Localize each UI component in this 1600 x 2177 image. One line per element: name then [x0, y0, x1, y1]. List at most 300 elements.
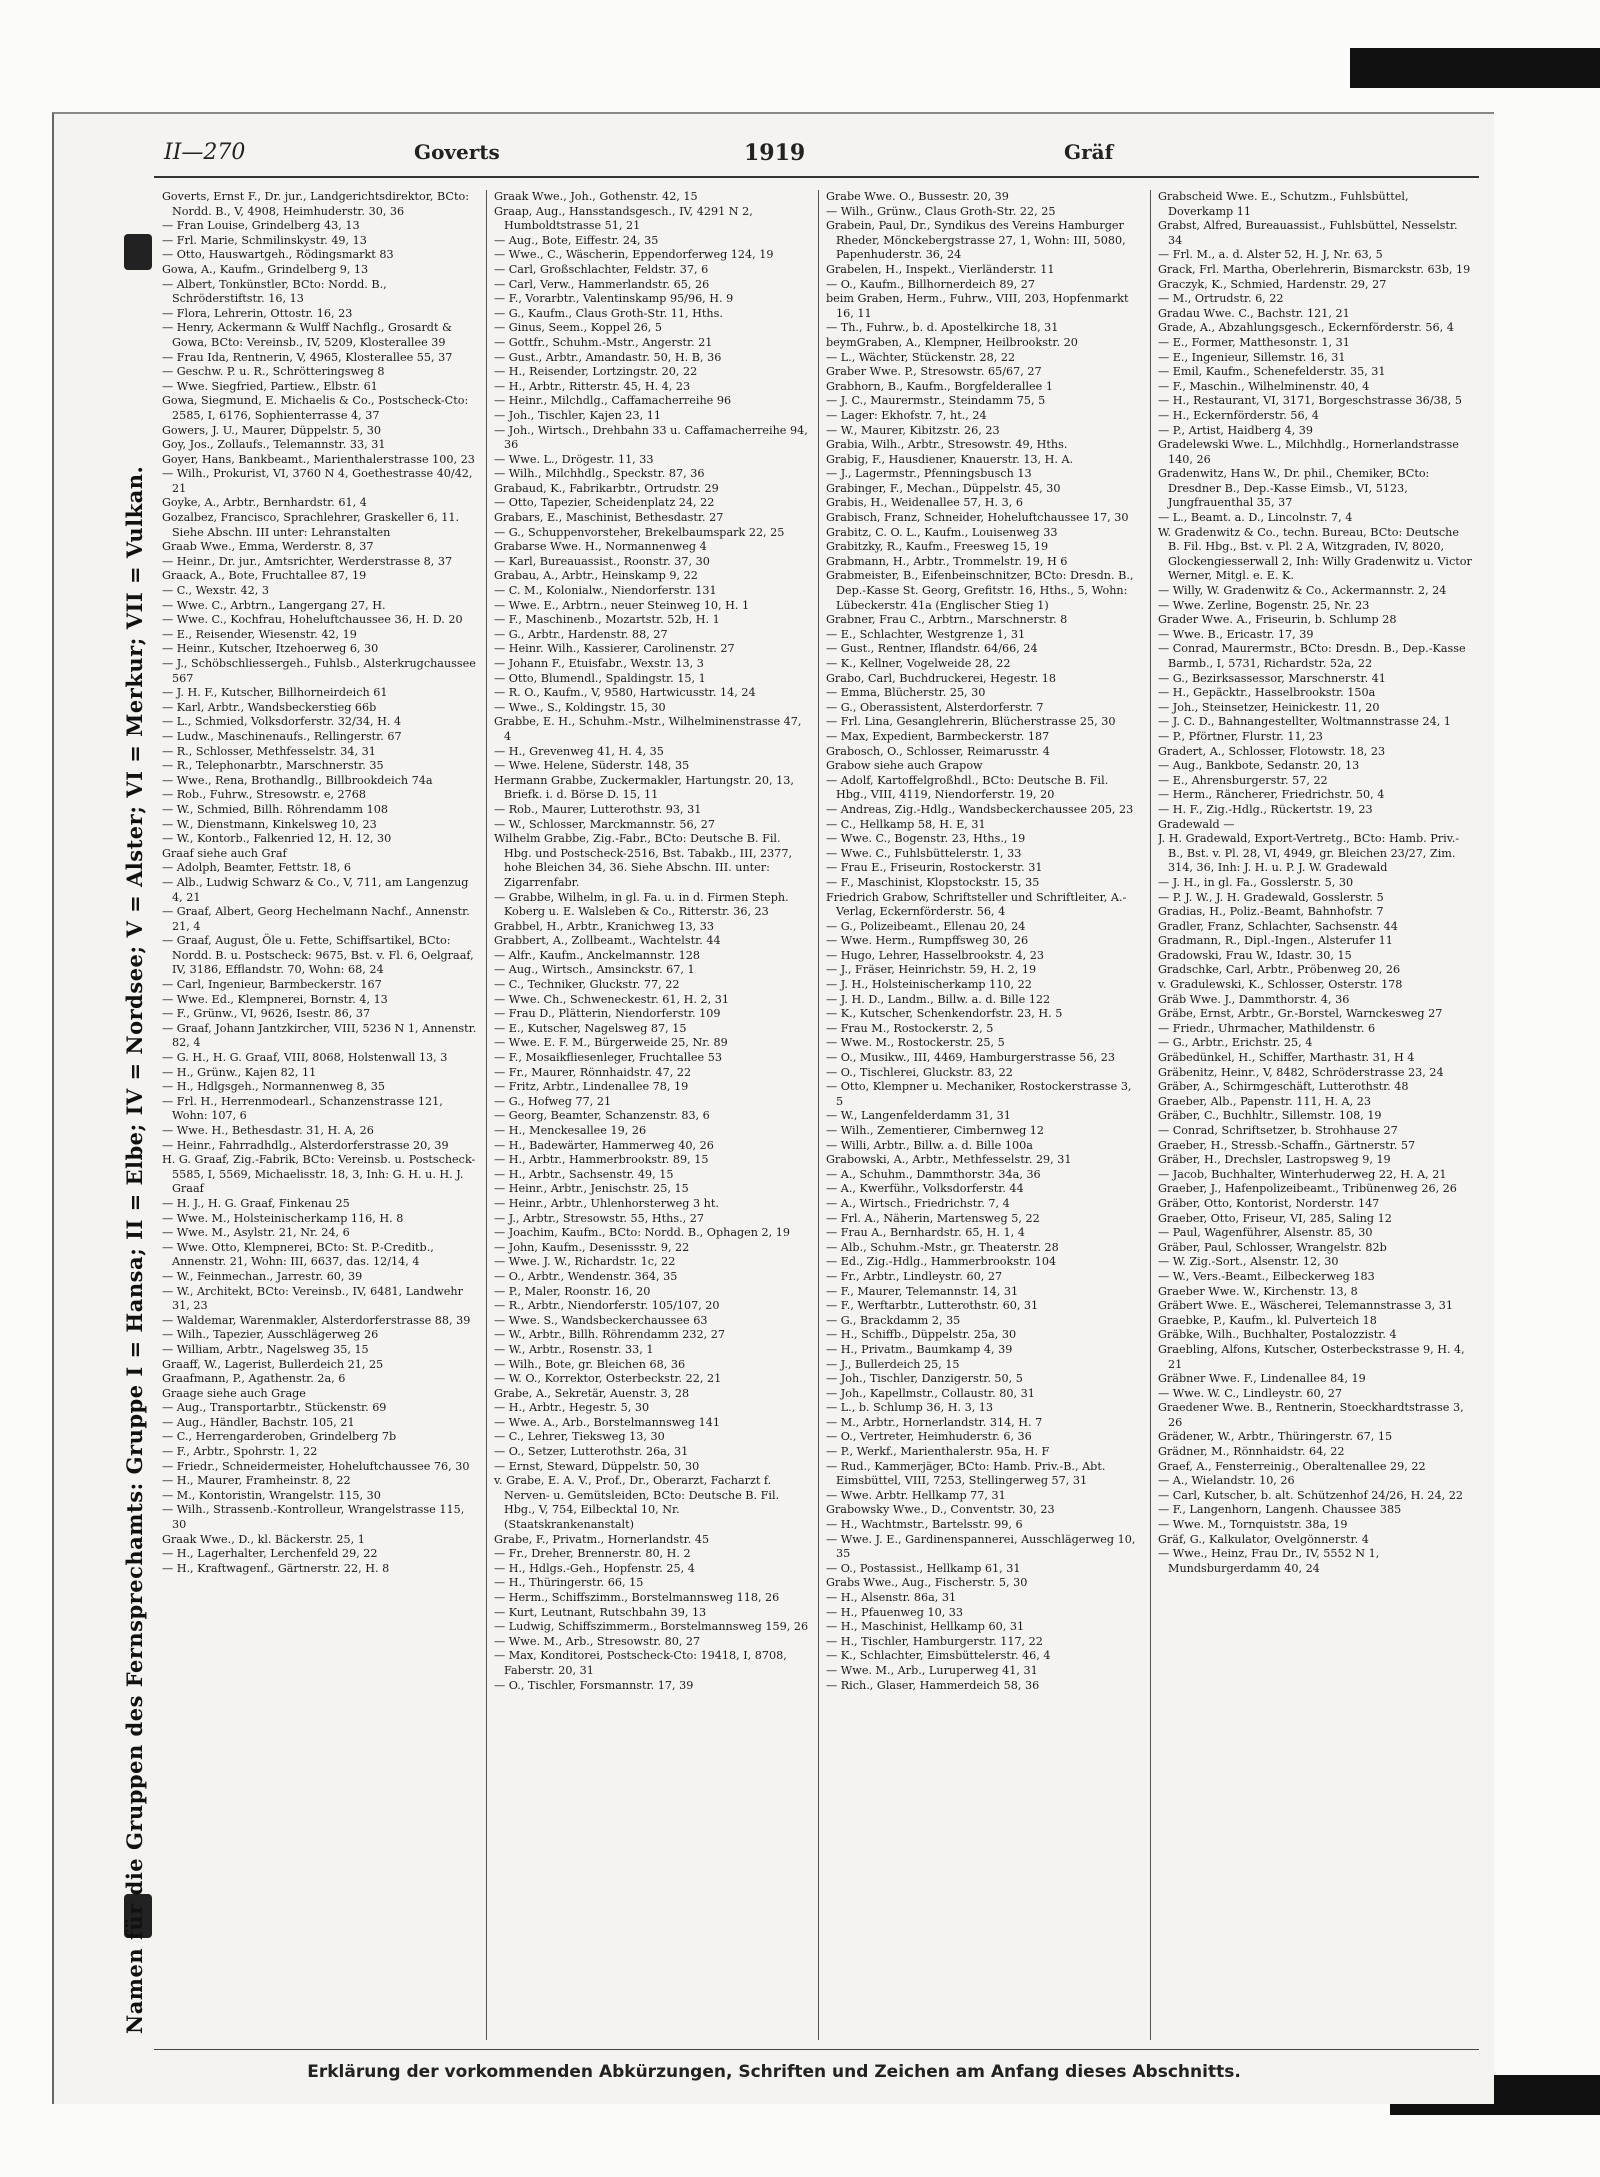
directory-entry: — Gottfr., Schuhm.-Mstr., Angerstr. 21	[494, 335, 713, 349]
directory-entry: Friedrich Grabow, Schriftsteller und Schriftleiter, A.-Verlag, Eckernförderstr. 56, 4	[826, 890, 1127, 919]
directory-entry: — Carl, Verw., Hammerlandstr. 65, 26	[494, 277, 710, 291]
directory-entry: — C., Wexstr. 42, 3	[162, 584, 270, 598]
directory-entry: — Max, Konditorei, Postscheck-Cto: 19418, I, 8708, Faberstr. 20, 31	[494, 1649, 787, 1677]
directory-entry: — H., Thüringerstr. 66, 15	[494, 1576, 644, 1590]
directory-entry: — Gust., Arbtr., Amandastr. 50, H. B, 36	[494, 350, 722, 364]
directory-entry: Grabs Wwe., Aug., Fischerstr. 5, 30	[826, 1576, 1028, 1590]
directory-entry: Gräbe, Ernst, Arbtr., Gr.-Borstel, Warnckesweg 27	[1158, 1007, 1443, 1021]
directory-entry: Gradewald —	[1158, 817, 1235, 831]
directory-entry: — Wilh., Milchhdlg., Speckstr. 87, 36	[494, 467, 705, 481]
footer-rule	[154, 2049, 1479, 2050]
directory-entry: — Alb., Ludwig Schwarz & Co., V, 711, am Langenzug 4, 21	[162, 875, 469, 904]
directory-entry: — Heinr., Fahrradhdlg., Alsterdorferstrasse 20, 39	[162, 1138, 449, 1152]
directory-entry: beim Graben, Herm., Fuhrw., VIII, 203, Hopfenmarkt 16, 11	[826, 292, 1129, 320]
directory-entry: — G. H., H. G. Graaf, VIII, 8068, Holstenwall 13, 3	[162, 1051, 448, 1065]
directory-entry: Grabner, Frau C., Arbtrn., Marschnerstr. 8	[826, 613, 1068, 627]
directory-entry: Goyke, A., Arbtr., Bernhardstr. 61, 4	[162, 496, 367, 510]
directory-entry: — Lager: Ekhofstr. 7, ht., 24	[826, 408, 987, 422]
column-rule	[1150, 190, 1151, 2040]
header-name-from: Goverts	[414, 140, 500, 164]
page-header	[54, 132, 1494, 174]
directory-entry: Grabbel, H., Arbtr., Kranichweg 13, 33	[494, 919, 715, 933]
directory-entry: — W., Arbtr., Rosenstr. 33, 1	[494, 1342, 654, 1356]
directory-entry: Gräbert Wwe. E., Wäscherei, Telemannstrasse 3, 31	[1158, 1299, 1453, 1313]
directory-entry: — W. Zig.-Sort., Alsenstr. 12, 30	[1158, 1255, 1339, 1269]
directory-entry: — Georg, Beamter, Schanzenstr. 83, 6	[494, 1109, 710, 1123]
directory-entry: — Rob., Maurer, Lutterothstr. 93, 31	[494, 802, 702, 816]
directory-entry: — Adolf, Kartoffelgroßhdl., BCto: Deutsche B. Fil. Hbg., VIII, 4119, Niendorferstr. 19, 20	[826, 773, 1109, 802]
directory-entry: — J., Schöbschliessergeh., Fuhlsb., Alsterkrugchaussee 567	[162, 657, 476, 685]
directory-entry: Gowers, J. U., Maurer, Düppelstr. 5, 30	[162, 423, 382, 437]
directory-entry: v. Grabe, E. A. V., Prof., Dr., Oberarzt, Facharzt f. Nerven- u. Gemütsleiden, BCto: Deutsche B. Fil. Hbg., V, 754, Eilbecktal 10, Nr. (Staatskrankenanstalt)	[494, 1474, 780, 1532]
directory-entry: Gräber, H., Drechsler, Lastropsweg 9, 19	[1158, 1153, 1391, 1167]
directory-entry: — Joh., Tischler, Danzigerstr. 50, 5	[826, 1372, 1023, 1386]
directory-entry: — Frl. H., Herrenmodearl., Schanzenstrasse 121, Wohn: 107, 6	[162, 1094, 443, 1123]
header-rule	[154, 176, 1479, 178]
directory-entry: — Wilh., Zementierer, Cimbernweg 12	[826, 1124, 1045, 1137]
directory-entry: — P. J. W., J. H. Gradewald, Gosslerstr. 5	[1158, 890, 1384, 904]
directory-entry: — A., Wielandstr. 10, 26	[1158, 1474, 1295, 1488]
directory-entry: — Rud., Kammerjäger, BCto: Hamb. Priv.-B., Abt. Eimsbüttel, VIII, 7253, Stellingerweg 57, 31	[826, 1459, 1106, 1488]
directory-entry: — K., Kutscher, Schenkendorfstr. 23, H. 5	[826, 1007, 1063, 1021]
directory-entry: — Joh., Tischler, Kajen 23, 11	[494, 408, 661, 422]
directory-entry: Gradias, H., Poliz.-Beamt, Bahnhofstr. 7	[1158, 905, 1384, 919]
directory-entry: Grabelen, H., Inspekt., Vierländerstr. 11	[826, 262, 1055, 276]
directory-entry: Grabbe, E. H., Schuhm.-Mstr., Wilhelminenstrasse 47, 4	[494, 715, 802, 743]
directory-entry: — J. H., Holsteinischerkamp 110, 22	[826, 978, 1032, 992]
directory-entry: — W. O., Korrektor, Osterbeckstr. 22, 21	[494, 1372, 722, 1386]
directory-entry: — F., Langenhorn, Langenh. Chaussee 385	[1158, 1503, 1402, 1517]
directory-entry: — F., Mosaikfliesenleger, Fruchtallee 53	[494, 1051, 722, 1065]
directory-entry: — Graaf, Albert, Georg Hechelmann Nachf., Annenstr. 21, 4	[162, 905, 470, 933]
directory-entry: — F., Arbtr., Spohrstr. 1, 22	[162, 1445, 318, 1459]
directory-entry: — Wilh., Strassenb.-Kontrolleur, Wrangelstrasse 115, 30	[162, 1503, 465, 1532]
directory-entry: — H. J., H. G. Graaf, Finkenau 25	[162, 1196, 350, 1210]
directory-entry: — O., Tischlerei, Gluckstr. 83, 22	[826, 1065, 1013, 1079]
directory-entry: — Wwe. J. W., Richardstr. 1c, 22	[494, 1255, 676, 1269]
directory-entry: — J. H. F., Kutscher, Billhorneirdeich 61	[162, 686, 388, 700]
directory-entry: — H., Menckesallee 19, 26	[494, 1124, 647, 1137]
directory-entry: — Ginus, Seem., Koppel 26, 5	[494, 321, 663, 335]
directory-entry: Grabmann, H., Arbtr., Trommelstr. 19, H 6	[826, 554, 1068, 568]
directory-entry: — Henry, Ackermann & Wulff Nachflg., Grosardt & Gowa, BCto: Vereinsb., IV, 5209, Klosterallee 39	[162, 321, 452, 349]
directory-entry: Grabarse Wwe. H., Normannenweg 4	[494, 540, 707, 554]
directory-entry: — J., Fräser, Heinrichstr. 59, H. 2, 19	[826, 963, 1037, 977]
directory-entry: Grabia, Wilh., Arbtr., Stresowstr. 49, Hths.	[826, 438, 1068, 452]
directory-entry: — H., Gepäcktr., Hasselbrookstr. 150a	[1158, 686, 1376, 700]
directory-entry: — F., Vorarbtr., Valentinskamp 95/96, H. 9	[494, 292, 734, 306]
directory-entry: — Wwe. E., Arbtrn., neuer Steinweg 10, H. 1	[494, 598, 750, 612]
directory-entry: — R. O., Kaufm., V, 9580, Hartwicusstr. 14, 24	[494, 686, 756, 700]
directory-entry: — Rich., Glaser, Hammerdeich 58, 36	[826, 1678, 1040, 1692]
directory-entry: Grabe Wwe. O., Bussestr. 20, 39	[826, 190, 1009, 203]
directory-entry: Grabisch, Franz, Schneider, Hoheluftchaussee 17, 30	[826, 511, 1129, 525]
directory-entry: Grabau, A., Arbtr., Heinskamp 9, 22	[494, 569, 698, 583]
directory-entry: — Otto, Blumendl., Spaldingstr. 15, 1	[494, 671, 706, 685]
directory-entry: — Wwe. M., Arb., Stresowstr. 80, 27	[494, 1634, 701, 1648]
directory-entry: — P., Werkf., Marienthalerstr. 95a, H. F	[826, 1445, 1050, 1459]
directory-entry: — Otto, Hauswartgeh., Rödingsmarkt 83	[162, 248, 394, 262]
directory-entry: — G., Schuppenvorsteher, Brekelbaumspark 22, 25	[494, 525, 785, 539]
sidebar-text: Namen für die Gruppen des Fernsprechamts: Gruppe I = Hansa; II = Elbe; IV = Nordsee; V = Alster; VI = Merkur; VII = Vulkan.	[122, 465, 147, 2034]
directory-entry: — Wwe. Siegfried, Partiew., Elbstr. 61	[162, 379, 378, 393]
directory-entry: — H., Grünw., Kajen 82, 11	[162, 1065, 317, 1079]
directory-entry: Graeber, J., Hafenpolizeibeamt., Tribünenweg 26, 26	[1158, 1182, 1457, 1196]
directory-entry: — Gust., Rentner, Iflandstr. 64/66, 24	[826, 642, 1038, 656]
directory-entry: — Frau E., Friseurin, Rostockerstr. 31	[826, 861, 1043, 875]
directory-entry: — Wwe. Arbtr. Hellkamp 77, 31	[826, 1488, 1006, 1502]
directory-entry: — M., Ortrudstr. 6, 22	[1158, 292, 1284, 306]
directory-entry: — Heinr., Dr. jur., Amtsrichter, Werderstrasse 8, 37	[162, 554, 453, 568]
directory-entry: — Wwe. Helene, Süderstr. 148, 35	[494, 759, 690, 773]
directory-entry: Graeber, Alb., Papenstr. 111, H. A, 23	[1158, 1094, 1371, 1108]
directory-entry: — Wwe. C., Arbtrn., Langergang 27, H.	[162, 598, 386, 612]
directory-entry: — Frau D., Plätterin, Niendorferstr. 109	[494, 1007, 721, 1021]
directory-entry: — E., Kutscher, Nagelsweg 87, 15	[494, 1021, 687, 1035]
directory-entry: — Alfr., Kaufm., Anckelmannstr. 128	[494, 948, 701, 962]
sidebar-group-legend	[114, 194, 160, 2034]
directory-entry: Goverts, Ernst F., Dr. jur., Landgerichtsdirektor, BCto: Nordd. B., V, 4908, Heimhuderstr. 30, 36	[162, 190, 469, 218]
directory-entry: — O., Kaufm., Billhornerdeich 89, 27	[826, 277, 1035, 291]
directory-entry: — Wwe. J. E., Gardinenspannerei, Ausschlägerweg 10, 35	[826, 1532, 1136, 1561]
directory-entry: — F., Maschinist, Klopstockstr. 15, 35	[826, 875, 1040, 889]
directory-entry: Graak Wwe., Joh., Gothenstr. 42, 15	[494, 190, 698, 203]
directory-entry: — A., Schuhm., Dammthorstr. 34a, 36	[826, 1167, 1041, 1181]
directory-entry: Grabowsky Wwe., D., Conventstr. 30, 23	[826, 1503, 1055, 1517]
directory-entry: — R., Arbtr., Niendorferstr. 105/107, 20	[494, 1299, 720, 1313]
directory-entry: — Ernst, Steward, Düppelstr. 50, 30	[494, 1459, 700, 1473]
directory-entry: — O., Musikw., III, 4469, Hamburgerstrasse 56, 23	[826, 1051, 1115, 1065]
directory-entry: — H., Reisender, Lortzingstr. 20, 22	[494, 365, 698, 379]
directory-entry: Gradschke, Carl, Arbtr., Pröbenweg 20, 26	[1158, 963, 1401, 977]
directory-entry: — Geschw. P. u. R., Schrötteringsweg 8	[162, 365, 385, 379]
directory-entry: — Wilh., Prokurist, VI, 3760 N 4, Goethestrasse 40/42, 21	[162, 467, 473, 495]
directory-entry: H. G. Graaf, Zig.-Fabrik, BCto: Vereinsb. u. Postscheck-5585, I, 5569, Michaelisstr. 18, 3, Inh: G. H. u. H. J. Graaf	[162, 1153, 476, 1196]
directory-entry: — L., Beamt. a. D., Lincolnstr. 7, 4	[1158, 511, 1353, 525]
directory-entry: — Aug., Bote, Eiffestr. 24, 35	[494, 233, 659, 247]
directory-entry: — Wwe. M., Arb., Luruperweg 41, 31	[826, 1663, 1038, 1677]
directory-entry: — Friedr., Schneidermeister, Hoheluftchaussee 76, 30	[162, 1459, 470, 1473]
directory-entry: — H., Arbtr., Ritterstr. 45, H. 4, 23	[494, 379, 691, 393]
directory-entry: — Rob., Fuhrw., Stresowstr. e, 2768	[162, 788, 367, 802]
directory-entry: — H., Grevenweg 41, H. 4, 35	[494, 744, 664, 758]
directory-entry: — J. C., Maurermstr., Steindamm 75, 5	[826, 394, 1046, 408]
directory-entry: Grabig, F., Hausdiener, Knauerstr. 13, H. A.	[826, 452, 1074, 466]
directory-entry: — E., Reisender, Wiesenstr. 42, 19	[162, 627, 357, 641]
directory-entry: — E., Former, Matthesonstr. 1, 31	[1158, 335, 1350, 349]
directory-entry: — Wwe. Ch., Schweneckestr. 61, H. 2, 31	[494, 992, 729, 1006]
directory-entry: — Joh., Wirtsch., Drehbahn 33 u. Caffamacherreihe 94, 36	[494, 423, 808, 452]
directory-entry: — G., Hofweg 77, 21	[494, 1094, 612, 1108]
directory-entry: Grade, A., Abzahlungsgesch., Eckernförderstr. 56, 4	[1158, 321, 1454, 335]
directory-entry: v. Gradulewski, K., Schlosser, Osterstr. 178	[1158, 978, 1403, 992]
directory-entry: — H., Hdlgsgeh., Normannenweg 8, 35	[162, 1080, 385, 1094]
directory-entry: — W., Dienstmann, Kinkelsweg 10, 23	[162, 817, 377, 831]
directory-entry: — Aug., Bankbote, Sedanstr. 20, 13	[1158, 759, 1360, 773]
directory-entry: — Wwe. M., Asylstr. 21, Nr. 24, 6	[162, 1226, 350, 1240]
directory-entry: — M., Kontoristin, Wrangelstr. 115, 30	[162, 1488, 381, 1502]
directory-entry: — Frau Ida, Rentnerin, V, 4965, Klosterallee 55, 37	[162, 350, 453, 364]
directory-entry: — H., Tischler, Hamburgerstr. 117, 22	[826, 1634, 1043, 1648]
directory-entry: — G., Oberassistent, Alsterdorferstr. 7	[826, 700, 1044, 714]
directory-entry: — P., Pförtner, Flurstr. 11, 23	[1158, 729, 1323, 743]
directory-entry: — H., Eckernförderstr. 56, 4	[1158, 408, 1319, 422]
directory-entry: — J. H. D., Landm., Billw. a. d. Bille 122	[826, 992, 1051, 1006]
directory-entry: Gradelewski Wwe. L., Milchhdlg., Hornerlandstrasse 140, 26	[1158, 438, 1459, 466]
directory-entry: — Wwe. W. C., Lindleystr. 60, 27	[1158, 1386, 1342, 1400]
directory-entry: Graaf siehe auch Graf	[162, 846, 287, 860]
directory-entry: — Frl. M., a. d. Alster 52, H. J, Nr. 63, 5	[1158, 248, 1383, 262]
directory-entry: — Heinr., Kutscher, Itzehoerweg 6, 30	[162, 642, 379, 656]
directory-entry: Grabaud, K., Fabrikarbtr., Ortrudstr. 29	[494, 481, 719, 495]
directory-entry: Gozalbez, Francisco, Sprachlehrer, Graskeller 6, 11. Siehe Abschn. III unter: Lehranstalten	[162, 511, 460, 539]
directory-entry: Graack, A., Bote, Fruchtallee 87, 19	[162, 569, 367, 583]
column-rule	[486, 190, 487, 2040]
directory-entry: Gräber, A., Schirmgeschäft, Lutterothstr. 48	[1158, 1080, 1409, 1094]
directory-entry: — C. M., Kolonialw., Niendorferstr. 131	[494, 584, 717, 598]
directory-entry: — W., Langenfelderdamm 31, 31	[826, 1109, 1011, 1123]
directory-entry: — Frl. Lina, Gesanglehrerin, Blücherstrasse 25, 30	[826, 715, 1116, 729]
directory-entry: — Wwe. Herm., Rumpffsweg 30, 26	[826, 934, 1029, 948]
directory-entry: — J., Lagermstr., Pfenningsbusch 13	[826, 467, 1032, 481]
directory-entry: — A., Kwerführ., Volksdorferstr. 44	[826, 1182, 1024, 1196]
directory-column-1	[162, 190, 478, 2040]
directory-entry: Graap, Aug., Hansstandsgesch., IV, 4291 N 2, Humboldtstrasse 51, 21	[494, 204, 753, 233]
directory-entry: Hermann Grabbe, Zuckermakler, Hartungstr. 20, 13, Briefk. i. d. Börse D. 15, 11	[494, 773, 794, 802]
directory-entry: — Frl. A., Näherin, Martensweg 5, 22	[826, 1211, 1040, 1225]
directory-entry: — Fr., Dreher, Brennerstr. 80, H. 2	[494, 1547, 691, 1561]
directory-entry: — Heinr. Wilh., Kassierer, Carolinenstr. 27	[494, 642, 735, 656]
directory-entry: — R., Telephonarbtr., Marschnerstr. 35	[162, 759, 384, 773]
directory-entry: — Frau A., Bernhardstr. 65, H. 1, 4	[826, 1226, 1025, 1240]
directory-entry: — Graaf, August, Öle u. Fette, Schiffsartikel, BCto: Nordd. B. u. Postscheck: 9675, Bst. v. Fl. 6, Oelgraaf, IV, 3186, Efflandstr. 70, Wohn: 68, 24	[162, 934, 474, 977]
directory-entry: Graebke, P., Kaufm., kl. Pulverteich 18	[1158, 1313, 1377, 1327]
directory-entry: — G., Polizeibeamt., Ellenau 20, 24	[826, 919, 1026, 933]
directory-entry: — O., Setzer, Lutterothstr. 26a, 31	[494, 1445, 689, 1459]
directory-entry: — H., Privatm., Baumkamp 4, 39	[826, 1342, 1013, 1356]
directory-entry: — Wwe. C., Bogenstr. 23, Hths., 19	[826, 832, 1026, 846]
directory-entry: — H., Pfauenweg 10, 33	[826, 1605, 964, 1619]
directory-entry: — H., Maurer, Framheinstr. 8, 22	[162, 1474, 351, 1488]
directory-entry: — Conrad, Schriftsetzer, b. Strohhause 27	[1158, 1124, 1398, 1137]
directory-entry: — Adolph, Beamter, Fettstr. 18, 6	[162, 861, 351, 875]
directory-column-3	[826, 190, 1142, 2040]
directory-entry: — H., Schiffb., Düppelstr. 25a, 30	[826, 1328, 1017, 1342]
directory-entry: Gowa, Siegmund, E. Michaelis & Co., Postscheck-Cto: 2585, I, 6176, Sophienterrasse 4, 37	[162, 394, 469, 422]
directory-entry: — H., Maschinist, Hellkamp 60, 31	[826, 1620, 1025, 1634]
directory-entry: — Wwe., Heinz, Frau Dr., IV, 5552 N 1, Mundsburgerdamm 40, 24	[1158, 1547, 1380, 1575]
directory-entry: Graeber, Otto, Friseur, VI, 285, Saling 12	[1158, 1211, 1392, 1225]
directory-entry: Gräbner Wwe. F., Lindenallee 84, 19	[1158, 1372, 1366, 1386]
directory-entry: — H., Arbtr., Hegestr. 5, 30	[494, 1401, 650, 1415]
directory-entry: — K., Schlachter, Eimsbüttelerstr. 46, 4	[826, 1649, 1051, 1663]
directory-entry: — Wwe. B., Ericastr. 17, 39	[1158, 627, 1314, 641]
directory-entry: — Wwe. C., Kochfrau, Hoheluftchaussee 36, H. D. 20	[162, 613, 463, 627]
directory-entry: Graebling, Alfons, Kutscher, Osterbeckstrasse 9, H. 4, 21	[1158, 1342, 1465, 1371]
directory-entry: — H., Hdlgs.-Geh., Hopfenstr. 25, 4	[494, 1561, 695, 1575]
directory-entry: Graeber, H., Stressb.-Schaffn., Gärtnerstr. 57	[1158, 1138, 1416, 1152]
directory-entry: — Wwe. L., Drögestr. 11, 33	[494, 452, 654, 466]
directory-entry: Grabein, Paul, Dr., Syndikus des Vereins Hamburger Rheder, Mönckebergstrasse 27, 1, Wohn: III, 5080, Papenhuderstr. 36, 24	[826, 219, 1126, 262]
directory-entry: — W., Arbtr., Billh. Röhrendamm 232, 27	[494, 1328, 725, 1342]
directory-entry: — Willi, Arbtr., Billw. a. d. Bille 100a	[826, 1138, 1033, 1152]
directory-entry: — W., Architekt, BCto: Vereinsb., IV, 6481, Landwehr 31, 23	[162, 1284, 463, 1313]
directory-entry: — William, Arbtr., Nagelsweg 35, 15	[162, 1342, 369, 1356]
directory-entry: — W., Maurer, Kibitzstr. 26, 23	[826, 423, 1000, 437]
directory-entry: — Heinr., Arbtr., Uhlenhorsterweg 3 ht.	[494, 1196, 719, 1210]
directory-entry: — W., Vers.-Beamt., Eilbeckerweg 183	[1158, 1269, 1375, 1283]
directory-entry: — Frl. Marie, Schmilinskystr. 49, 13	[162, 233, 367, 247]
directory-column-4	[1158, 190, 1474, 2040]
directory-entry: — G., Arbtr., Erichstr. 25, 4	[1158, 1036, 1313, 1050]
directory-entry: Wilhelm Grabbe, Zig.-Fabr., BCto: Deutsche B. Fil. Hbg. und Postscheck-2516, Bst. Tabakb., III, 2377, hohe Bleichen 34, 36. Siehe Abschn. III. unter: Zigarrenfabr.	[494, 832, 793, 889]
directory-entry: — Albert, Tonkünstler, BCto: Nordd. B., Schröderstiftstr. 16, 13	[162, 277, 387, 306]
directory-entry: — P., Maler, Roonstr. 16, 20	[494, 1284, 651, 1298]
directory-entry: — Wwe. M., Holsteinischerkamp 116, H. 8	[162, 1211, 404, 1225]
directory-entry: — Otto, Tapezier, Scheidenplatz 24, 22	[494, 496, 715, 510]
directory-entry: — Carl, Kutscher, b. alt. Schützenhof 24/26, H. 24, 22	[1158, 1488, 1464, 1502]
directory-entry: — L., b. Schlump 36, H. 3, 13	[826, 1401, 994, 1415]
directory-entry: — Carl, Ingenieur, Barmbeckerstr. 167	[162, 978, 382, 992]
directory-entry: Grabe, F., Privatm., Hornerlandstr. 45	[494, 1532, 710, 1546]
directory-entry: — Otto, Klempner u. Mechaniker, Rostockerstrasse 3, 5	[826, 1080, 1132, 1108]
directory-entry: — P., Artist, Haidberg 4, 39	[1158, 423, 1314, 437]
directory-entry: Graef, A., Fensterreinig., Oberaltenallee 29, 22	[1158, 1459, 1426, 1473]
directory-entry: Graak Wwe., D., kl. Bäckerstr. 25, 1	[162, 1532, 365, 1546]
directory-entry: — F., Werftarbtr., Lutterothstr. 60, 31	[826, 1299, 1039, 1313]
directory-entry: — C., Lehrer, Tieksweg 13, 30	[494, 1430, 665, 1444]
directory-entry: — H. F., Zig.-Hdlg., Rückertstr. 19, 23	[1158, 802, 1373, 816]
directory-entry: — Emil, Kaufm., Schenefelderstr. 35, 31	[1158, 365, 1386, 379]
directory-entry: Grabars, E., Maschinist, Bethesdastr. 27	[494, 511, 724, 525]
directory-entry: — Fr., Arbtr., Lindleystr. 60, 27	[826, 1269, 1003, 1283]
directory-entry: Grabitzky, R., Kaufm., Freesweg 15, 19	[826, 540, 1049, 554]
directory-entry: — Fr., Maurer, Rönnhaidstr. 47, 22	[494, 1065, 692, 1079]
directory-entry: — H., Lagerhalter, Lerchenfeld 29, 22	[162, 1547, 378, 1561]
directory-entry: — Herm., Räncherer, Friedrichstr. 50, 4	[1158, 788, 1385, 802]
directory-entry: — Carl, Großschlachter, Feldstr. 37, 6	[494, 262, 709, 276]
directory-entry: Grabo, Carl, Buchdruckerei, Hegestr. 18	[826, 671, 1057, 685]
directory-entry: Gräbenitz, Heinr., V, 8482, Schröderstrasse 23, 24	[1158, 1065, 1444, 1079]
directory-entry: — Friedr., Uhrmacher, Mathildenstr. 6	[1158, 1021, 1376, 1035]
directory-entry: Gradert, A., Schlosser, Flotowstr. 18, 23	[1158, 744, 1386, 758]
directory-entry: — F., Maschin., Wilhelminenstr. 40, 4	[1158, 379, 1370, 393]
directory-columns	[162, 190, 1482, 2040]
directory-entry: Grabitz, C. O. L., Kaufm., Louisenweg 33	[826, 525, 1058, 539]
directory-entry: J. H. Gradewald, Export-Vertretg., BCto: Hamb. Priv.-B., Bst. v. Pl. 28, VI, 4949, gr. Bleichen 23/27, Zim. 314, 36, Inh: J. H. u. P. J. W. Gradewald	[1158, 832, 1460, 875]
directory-entry: Graafmann, P., Agathenstr. 2a, 6	[162, 1372, 346, 1386]
page-number: II—270	[164, 140, 246, 165]
directory-entry: — Wwe. Otto, Klempnerei, BCto: St. P.-Creditb., Annenstr. 21, Wohn: III, 6637, das. 12/14, 4	[162, 1240, 434, 1269]
directory-entry: — A., Wirtsch., Friedrichstr. 7, 4	[826, 1196, 1010, 1210]
directory-entry: Graeber Wwe. W., Kirchenstr. 13, 8	[1158, 1284, 1358, 1298]
directory-entry: Goyer, Hans, Bankbeamt., Marienthalerstrasse 100, 23	[162, 452, 475, 466]
directory-entry: Gräbke, Wilh., Buchhalter, Postalozzistr. 4	[1158, 1328, 1397, 1342]
directory-page	[52, 112, 1494, 2104]
directory-entry: — Wwe. E. F. M., Bürgerweide 25, Nr. 89	[494, 1036, 728, 1050]
directory-entry: — Conrad, Maurermstr., BCto: Dresdn. B., Dep.-Kasse Barmb., I, 5731, Richardstr. 52a, 22	[1158, 642, 1466, 670]
directory-entry: Grädener, W., Arbtr., Thüringerstr. 67, 15	[1158, 1430, 1393, 1444]
directory-entry: — H., Wachtmstr., Bartelsstr. 99, 6	[826, 1518, 1023, 1532]
directory-entry: — H., Kraftwagenf., Gärtnerstr. 22, H. 8	[162, 1561, 390, 1575]
directory-column-2	[494, 190, 810, 2040]
directory-entry: Gradmann, R., Dipl.-Ingen., Alsterufer 11	[1158, 934, 1393, 948]
directory-entry: Gräb Wwe. J., Dammthorstr. 4, 36	[1158, 992, 1350, 1006]
directory-entry: Gräber, C., Buchhltr., Sillemstr. 108, 19	[1158, 1109, 1382, 1123]
directory-entry: — Heinr., Milchdlg., Caffamacherreihe 96	[494, 394, 732, 408]
directory-entry: Grädner, M., Rönnhaidstr. 64, 22	[1158, 1445, 1345, 1459]
directory-entry: — Wwe. M., Rostockerstr. 25, 5	[826, 1036, 1005, 1050]
directory-entry: Gradau Wwe. C., Bachstr. 121, 21	[1158, 306, 1350, 320]
directory-entry: — Wilh., Tapezier, Ausschlägerweg 26	[162, 1328, 379, 1342]
page-footer: Erklärung der vorkommenden Abkürzungen, Schriften und Zeichen am Anfang dieses Abschnitts.	[307, 2062, 1241, 2082]
directory-entry: Gräber, Otto, Kontorist, Norderstr. 147	[1158, 1196, 1380, 1210]
header-name-to: Gräf	[1064, 140, 1114, 164]
directory-entry: — Wwe. S., Wandsbeckerchaussee 63	[494, 1313, 708, 1327]
directory-entry: — John, Kaufm., Desenissstr. 9, 22	[494, 1240, 690, 1254]
directory-entry: — J. H., in gl. Fa., Gosslerstr. 5, 30	[1158, 875, 1354, 889]
directory-entry: — Aug., Händler, Bachstr. 105, 21	[162, 1415, 355, 1429]
directory-entry: — Wwe. Ed., Klempnerei, Bornstr. 4, 13	[162, 992, 388, 1006]
directory-entry: Graczyk, K., Schmied, Hardenstr. 29, 27	[1158, 277, 1387, 291]
directory-entry: — Ludwig, Schiffszimmerm., Borstelmannsweg 159, 26	[494, 1620, 809, 1634]
directory-entry: — Joh., Steinsetzer, Heinickestr. 11, 20	[1158, 700, 1380, 714]
directory-entry: Gräber, Paul, Schlosser, Wrangelstr. 82b	[1158, 1240, 1387, 1254]
directory-entry: — Emma, Blücherstr. 25, 30	[826, 686, 986, 700]
directory-entry: — C., Techniker, Gluckstr. 77, 22	[494, 978, 680, 992]
directory-entry: — Wwe. C., Fuhlsbüttelerstr. 1, 33	[826, 846, 1022, 860]
directory-entry: — Flora, Lehrerin, Ottostr. 16, 23	[162, 306, 353, 320]
directory-entry: Gräf, G., Kalkulator, Ovelgönnerstr. 4	[1158, 1532, 1369, 1546]
directory-entry: beymGraben, A., Klempner, Heilbrookstr. 20	[826, 335, 1078, 349]
directory-entry: — Graaf, Johann Jantzkircher, VIII, 5236 N 1, Annenstr. 82, 4	[162, 1021, 477, 1050]
directory-entry: — Wilh., Bote, gr. Bleichen 68, 36	[494, 1357, 686, 1371]
directory-entry: — J., Arbtr., Stresowstr. 55, Hths., 27	[494, 1211, 704, 1225]
directory-entry: — E., Schlachter, Westgrenze 1, 31	[826, 627, 1026, 641]
directory-entry: Grack, Frl. Martha, Oberlehrerin, Bismarckstr. 63b, 19	[1158, 262, 1471, 276]
directory-entry: Graedener Wwe. B., Rentnerin, Stoeckhardtstrasse 3, 26	[1158, 1401, 1464, 1429]
directory-entry: — Wwe., C., Wäscherin, Eppendorferweg 124, 19	[494, 248, 774, 262]
directory-entry: — H., Arbtr., Hammerbrookstr. 89, 15	[494, 1153, 709, 1167]
directory-entry: — Ludw., Maschinenaufs., Rellingerstr. 67	[162, 729, 402, 743]
directory-entry: Gradowski, Frau W., Idastr. 30, 15	[1158, 948, 1352, 962]
directory-entry: — Max, Expedient, Barmbeckerstr. 187	[826, 729, 1050, 743]
directory-entry: — Joachim, Kaufm., BCto: Nordd. B., Ophagen 2, 19	[494, 1226, 791, 1240]
directory-entry: — E., Ingenieur, Sillemstr. 16, 31	[1158, 350, 1346, 364]
directory-entry: — Wilh., Grünw., Claus Groth-Str. 22, 25	[826, 204, 1056, 218]
directory-entry: — Karl, Arbtr., Wandsbeckerstieg 66b	[162, 700, 377, 714]
directory-entry: — F., Maurer, Telemannstr. 14, 31	[826, 1284, 1019, 1298]
directory-entry: Grabis, H., Weidenallee 57, H. 3, 6	[826, 496, 1023, 510]
directory-entry: — G., Arbtr., Hardenstr. 88, 27	[494, 627, 668, 641]
directory-entry: — Th., Fuhrw., b. d. Apostelkirche 18, 31	[826, 321, 1059, 335]
directory-entry: — F., Maschinenb., Mozartstr. 52b, H. 1	[494, 613, 720, 627]
directory-entry: Grabosch, O., Schlosser, Reimarusstr. 4	[826, 744, 1050, 758]
directory-entry: — G., Brackdamm 2, 35	[826, 1313, 961, 1327]
directory-entry: — Fritz, Arbtr., Lindenallee 78, 19	[494, 1080, 689, 1094]
directory-entry: — F., Grünw., VI, 9626, Isestr. 86, 37	[162, 1007, 371, 1021]
directory-entry: — Andreas, Zig.-Hdlg., Wandsbeckerchaussee 205, 23	[826, 802, 1134, 816]
directory-entry: — Karl, Bureauassist., Roonstr. 37, 30	[494, 554, 710, 568]
directory-entry: Grabe, A., Sekretär, Auenstr. 3, 28	[494, 1386, 690, 1400]
directory-entry: Gradler, Franz, Schlachter, Sachsenstr. 44	[1158, 919, 1398, 933]
directory-entry: Graber Wwe. P., Stresowstr. 65/67, 27	[826, 365, 1042, 379]
directory-entry: Grabhorn, B., Kaufm., Borgfelderallee 1	[826, 379, 1053, 393]
column-rule	[818, 190, 819, 2040]
directory-entry: Grabowski, A., Arbtr., Methfesselstr. 29, 31	[826, 1153, 1072, 1167]
directory-entry: — M., Arbtr., Hornerlandstr. 314, H. 7	[826, 1415, 1043, 1429]
directory-entry: — J., Bullerdeich 25, 15	[826, 1357, 960, 1371]
